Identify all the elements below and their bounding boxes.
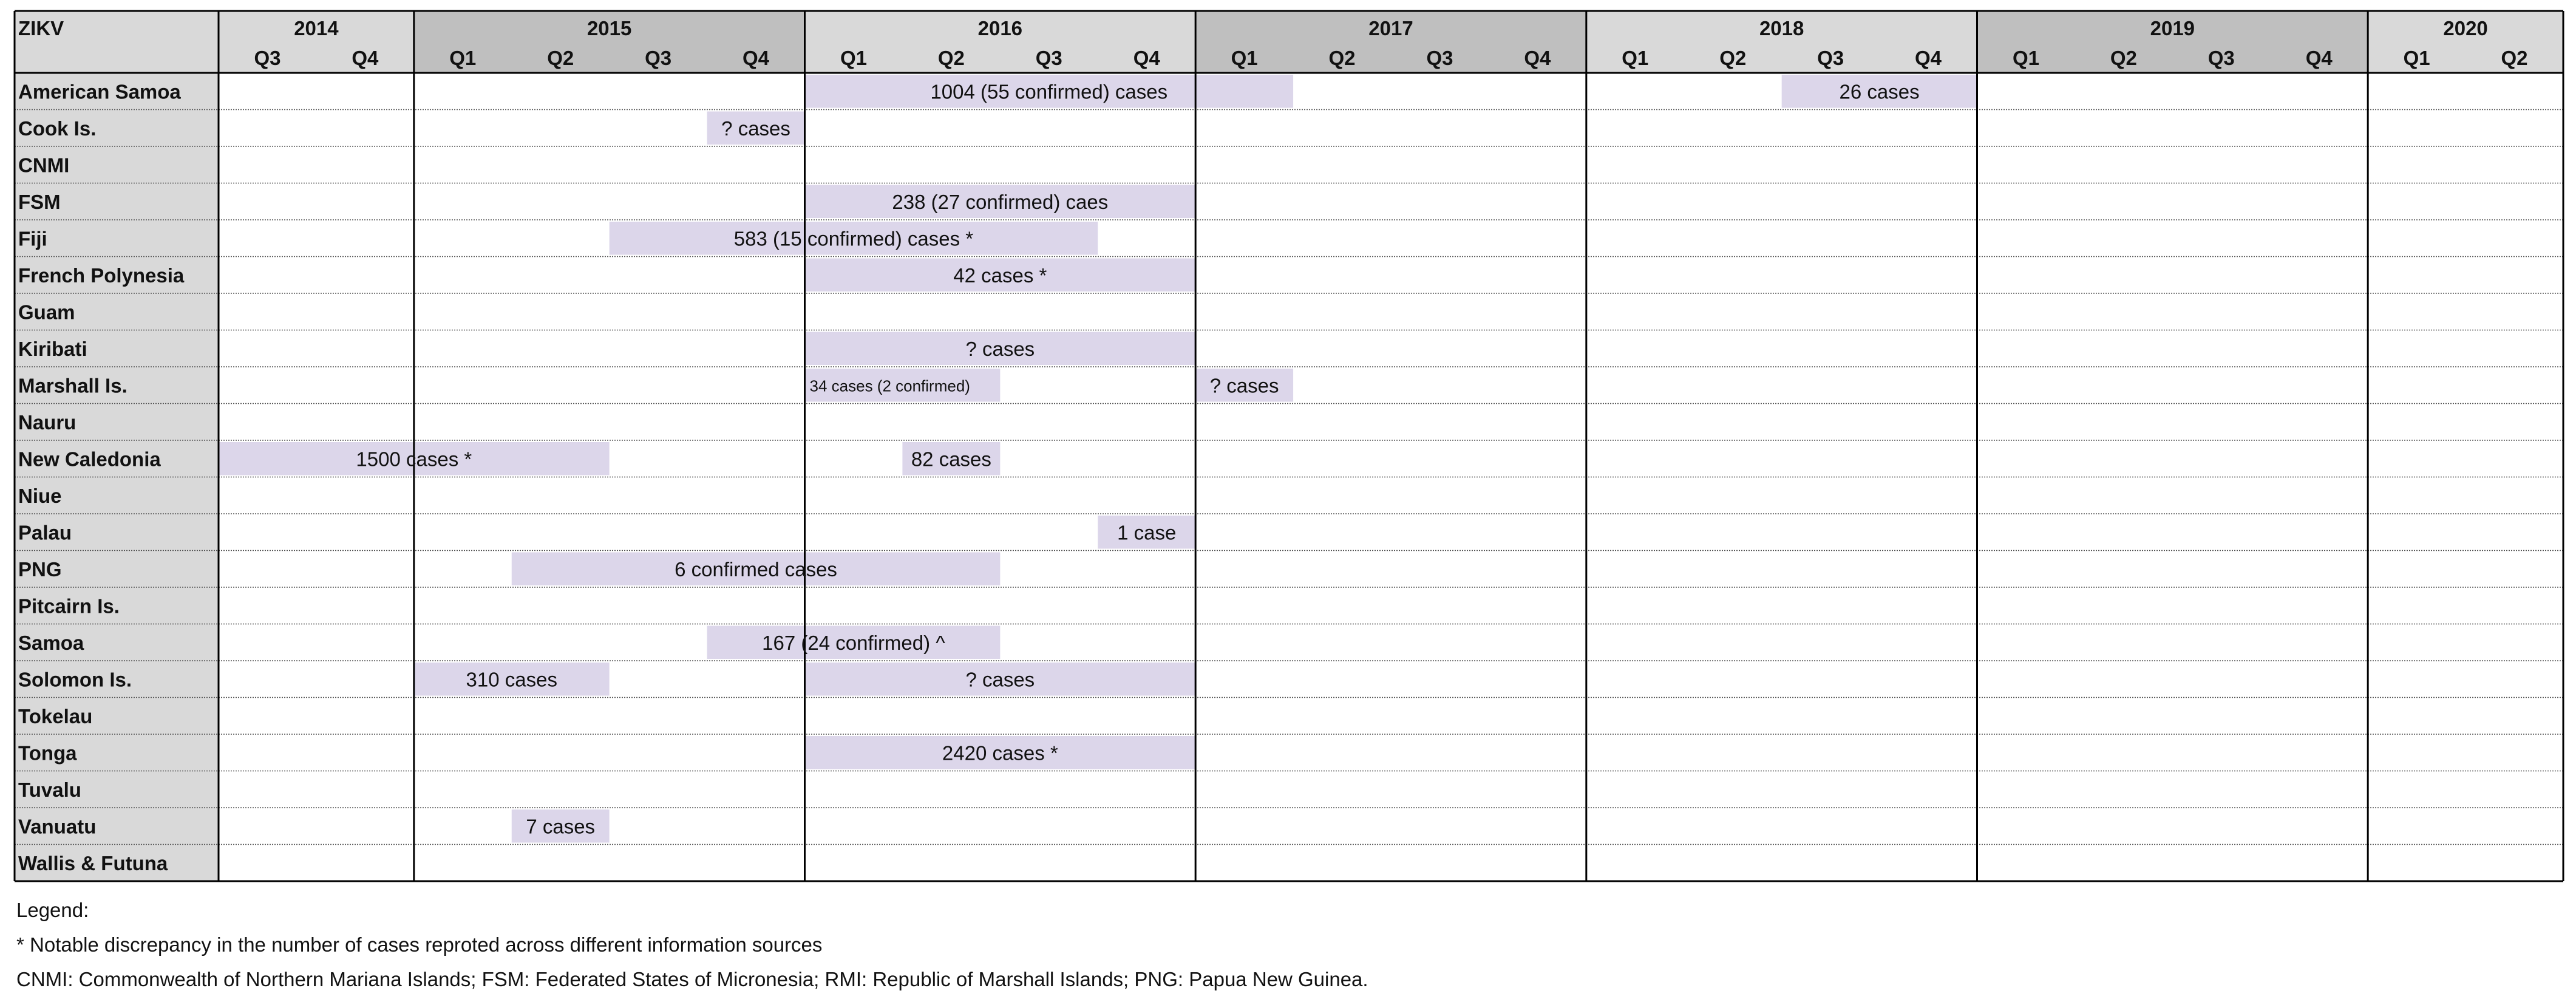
quarter-label: Q3 [254, 47, 281, 69]
case-span-label: 7 cases [526, 815, 596, 838]
quarter-label: Q4 [2305, 47, 2333, 69]
case-span-label: 167 (24 confirmed) ^ [762, 631, 945, 654]
quarter-label: Q2 [2110, 47, 2137, 69]
quarter-label: Q1 [840, 47, 867, 69]
quarter-label: Q1 [449, 47, 477, 69]
quarter-label: Q1 [2012, 47, 2039, 69]
case-span-label: 42 cases * [953, 264, 1047, 287]
case-span-label: 6 confirmed cases [675, 557, 837, 581]
case-span-label: 238 (27 confirmed) caes [892, 190, 1109, 213]
case-span-label: ? cases [965, 337, 1035, 360]
quarter-label: Q2 [2501, 47, 2528, 69]
row-label: Fiji [18, 227, 47, 250]
quarter-label: Q1 [2403, 47, 2430, 69]
case-span-label: 310 cases [466, 668, 557, 691]
year-label: 2017 [1368, 17, 1413, 39]
quarter-label: Q4 [1524, 47, 1551, 69]
row-label: Solomon Is. [18, 668, 132, 691]
case-span-label: 583 (15 confirmed) cases * [733, 227, 974, 250]
row-label: American Samoa [18, 80, 181, 103]
row-label: PNG [18, 557, 62, 581]
year-label: 2015 [586, 17, 632, 39]
row-label: FSM [18, 190, 61, 213]
row-label: Vanuatu [18, 815, 97, 838]
case-span-label: 1004 (55 confirmed) cases [930, 80, 1168, 103]
row-label: Nauru [18, 411, 76, 434]
quarter-label: Q1 [1622, 47, 1649, 69]
quarter-label: Q2 [1719, 47, 1747, 69]
legend-title: Legend: [16, 899, 89, 921]
year-label: 2020 [2443, 17, 2488, 39]
quarter-label: Q2 [1328, 47, 1356, 69]
case-span-label: 2420 cases * [942, 741, 1058, 765]
row-label: Palau [18, 521, 72, 544]
quarter-label: Q4 [743, 47, 770, 69]
case-span-label: 1500 cases * [356, 448, 472, 471]
row-label: Marshall Is. [18, 374, 127, 397]
legend-note: * Notable discrepancy in the number of cases reproted across different information sources [16, 933, 823, 956]
quarter-label: Q2 [547, 47, 574, 69]
year-label: 2019 [2150, 17, 2195, 39]
row-label: CNMI [18, 154, 70, 177]
quarter-label: Q1 [1231, 47, 1258, 69]
quarter-label: Q3 [1426, 47, 1453, 69]
case-span-label: ? cases [965, 668, 1035, 691]
row-label: New Caledonia [18, 448, 161, 471]
year-label: 2018 [1759, 17, 1804, 39]
quarter-label: Q4 [352, 47, 379, 69]
case-span-label: ? cases [721, 117, 790, 140]
quarter-label: Q4 [1915, 47, 1942, 69]
quarter-label: Q2 [937, 47, 965, 69]
row-label: Kiribati [18, 337, 87, 360]
row-label: Samoa [18, 631, 84, 654]
row-label: Pitcairn Is. [18, 595, 120, 618]
row-label: Wallis & Futuna [18, 851, 168, 874]
quarter-label: Q3 [2207, 47, 2235, 69]
year-label: 2014 [294, 17, 339, 39]
quarter-label: Q3 [1035, 47, 1062, 69]
corner-label: ZIKV [18, 17, 64, 39]
row-label: Guam [18, 301, 75, 324]
quarter-label: Q3 [645, 47, 672, 69]
row-label: Tokelau [18, 704, 93, 728]
year-label: 2016 [977, 17, 1023, 39]
legend-abbreviations: CNMI: Commonwealth of Northern Mariana Islands; FSM: Federated States of Micronesia; RMI: Republic of Marshall Islands; PNG: Papua New Guinea. [16, 968, 1368, 990]
row-label: Niue [18, 484, 62, 507]
case-span-label: 26 cases [1839, 80, 1920, 103]
case-span-label: ? cases [1209, 374, 1279, 397]
row-label: Tonga [18, 741, 77, 765]
quarter-label: Q3 [1817, 47, 1844, 69]
quarter-label: Q4 [1133, 47, 1160, 69]
case-span-label: 1 case [1117, 521, 1177, 544]
case-span-label: 82 cases [911, 448, 991, 471]
legend [16, 893, 1368, 997]
row-label: Cook Is. [18, 117, 97, 140]
row-label: Tuvalu [18, 778, 81, 801]
row-label: French Polynesia [18, 264, 185, 287]
case-span-label: 34 cases (2 confirmed) [809, 377, 970, 395]
